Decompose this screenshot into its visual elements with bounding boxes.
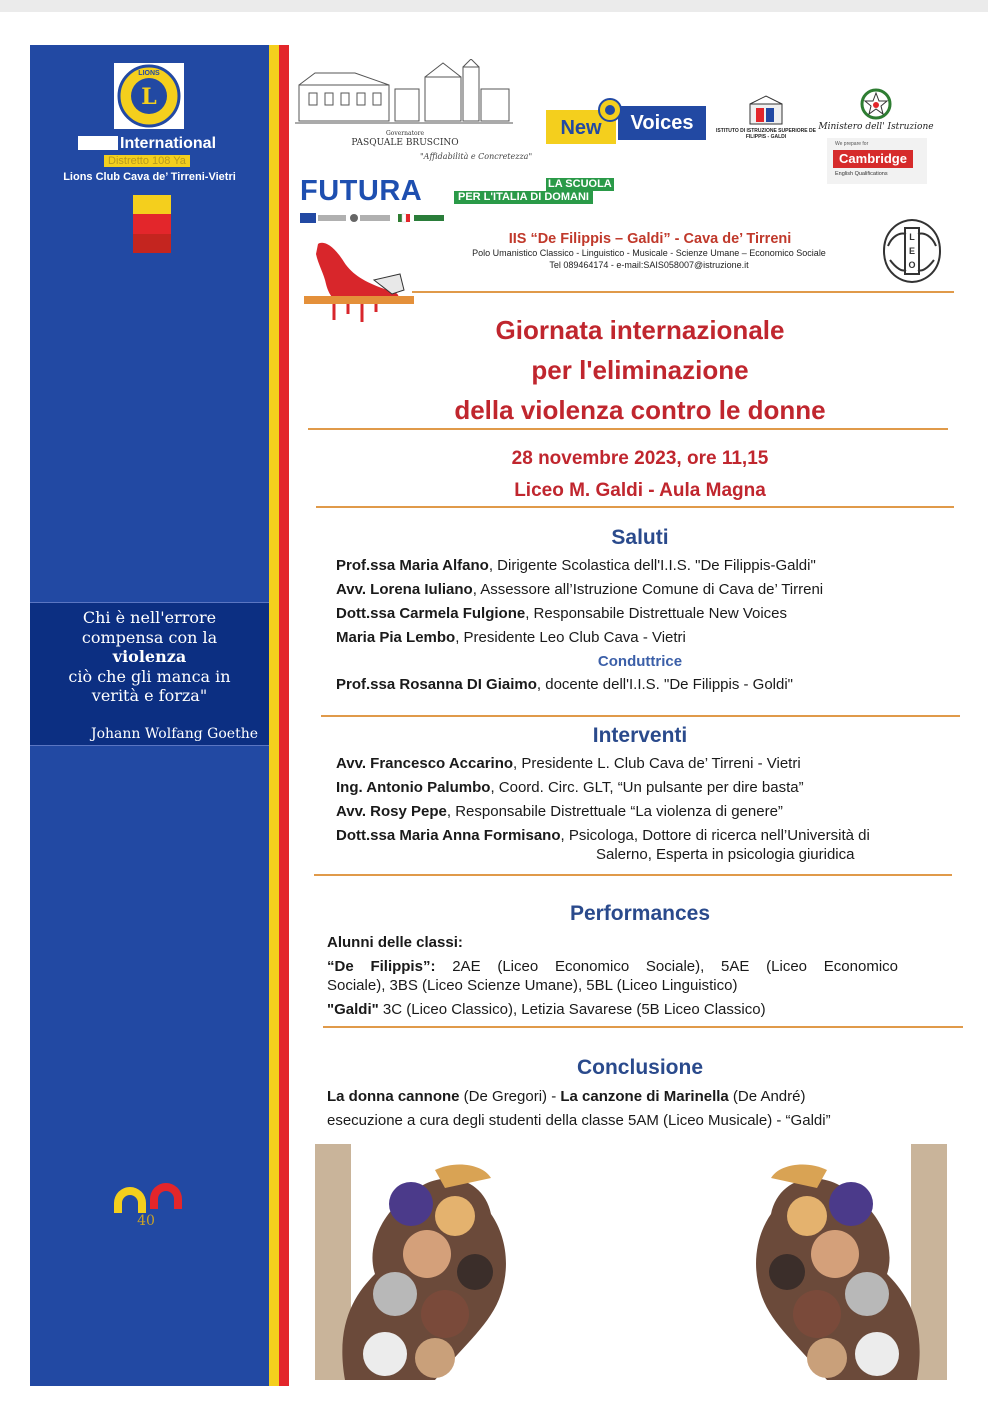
- performances-galdi-line: [327, 1001, 766, 1018]
- conclusione-performers: esecuzione a cura degli studenti della classe 5AM (Liceo Musicale) - “Galdi”: [327, 1112, 831, 1129]
- song-title: La canzone di Marinella: [560, 1088, 729, 1105]
- interventi-item: [336, 779, 804, 796]
- performances-intro: Alunni delle classi:: [327, 934, 463, 951]
- speaker-name: Avv. Rosy Pepe: [336, 803, 447, 820]
- cambridge-name: Cambridge: [833, 150, 913, 168]
- conduttrice-item: [336, 676, 793, 693]
- sidebar: [30, 45, 269, 1386]
- school-crest-text: ISTITUTO DI ISTRUZIONE SUPERIORE DE FILIPPIS - GALDI: [716, 128, 816, 140]
- divider: [308, 428, 948, 430]
- cambridge-sub: English Qualifications: [835, 171, 888, 177]
- eu-funding-logos: [300, 212, 446, 224]
- speaker-name: Maria Pia Lembo: [336, 629, 456, 646]
- event-place: Liceo M. Galdi - Aula Magna: [514, 480, 766, 501]
- svg-text:L: L: [909, 232, 915, 242]
- song-author: (De André): [728, 1088, 806, 1105]
- speaker-name: Prof.ssa Maria Alfano: [336, 557, 489, 574]
- interventi-item: [336, 755, 801, 772]
- speaker-name: Dott.ssa Carmela Fulgione: [336, 605, 526, 622]
- lions-international-logo: [114, 63, 184, 129]
- saluti-item: [336, 557, 816, 574]
- ministero-logo: [818, 88, 934, 136]
- svg-text:L: L: [141, 84, 157, 110]
- quote-line: verità e forza": [91, 686, 208, 705]
- speaker-role: , docente dell'I.I.S. "De Filippis - Goldi": [536, 676, 794, 693]
- saluti-item: [336, 581, 823, 598]
- iis-subtitle: Polo Umanistico Classico - Linguistico - Musicale - Scienze Umane – Economico Sociale: [472, 248, 826, 258]
- international-label: [78, 135, 278, 153]
- international-text: International: [120, 135, 217, 152]
- goethe-quote: [30, 602, 269, 746]
- speaker-name: Prof.ssa Rosanna DI Giaimo: [336, 676, 537, 693]
- yellow-stripe: [269, 45, 279, 1386]
- town-sketch-illustration: [295, 59, 513, 129]
- speaker-role: , Responsabile Distrettuale “La violenza di genere”: [446, 803, 783, 820]
- classes-text: 3C (Liceo Classico), Letizia Savarese (5B Liceo Classico): [382, 1001, 766, 1018]
- speaker-role: , Coord. Circ. GLT, “Un pulsante per dire basta”: [490, 779, 804, 796]
- governatore-motto: "Affidabilità e Concretezza": [420, 152, 533, 161]
- quote-line: compensa con la: [81, 627, 218, 647]
- speaker-role: , Presidente Leo Club Cava - Vietri: [455, 629, 686, 646]
- iis-contacts: Tel 089464174 - e-mail:SAIS058007@istruzione.it: [549, 260, 749, 270]
- new-voices-logo: [546, 98, 706, 150]
- anniversary-40-logo: [108, 1169, 192, 1229]
- new-voices-new: New: [546, 110, 616, 144]
- red-stripe: [279, 45, 289, 1386]
- redaction-block: [78, 136, 118, 150]
- anniversary-number: 40: [137, 1213, 155, 1229]
- event-title: [330, 310, 950, 430]
- conduttrice-heading: Conduttrice: [597, 653, 683, 670]
- school-label: “De Filippis”:: [327, 958, 436, 975]
- italian-emblem-icon: [860, 88, 892, 120]
- governatore-name: PASQUALE BRUSCINO: [351, 138, 459, 148]
- song-title: La donna cannone: [327, 1088, 460, 1105]
- svg-text:LIONS: LIONS: [138, 70, 160, 77]
- saluti-item: [336, 605, 787, 622]
- song-author: (De Gregori) -: [459, 1088, 561, 1105]
- interventi-item: [336, 827, 870, 844]
- speaker-role: , Responsabile Distrettuale New Voices: [525, 605, 788, 622]
- distretto-label: Distretto 108 Ya: [104, 155, 190, 167]
- speaker-name: Dott.ssa Maria Anna Formisano: [336, 827, 561, 844]
- event-title-line: per l'eliminazione: [531, 355, 749, 385]
- futura-logo: FUTURA: [300, 175, 423, 207]
- conclusione-heading: Conclusione: [576, 1056, 703, 1079]
- ministero-text: Ministero dell' Istruzione: [818, 122, 934, 132]
- svg-text:E: E: [908, 246, 916, 256]
- scuola-italia-logo: [454, 178, 626, 204]
- event-title-line: della violenza contro le donne: [454, 395, 826, 425]
- scuola-line1: LA SCUOLA: [548, 178, 612, 190]
- event-title-line: Giornata internazionale: [495, 315, 785, 345]
- club-flag-badge: [133, 195, 171, 253]
- saluti-item: [336, 629, 686, 646]
- leo-club-logo: [874, 216, 950, 286]
- speaker-role: , Presidente L. Club Cava de’ Tirreni - Vietri: [513, 755, 801, 772]
- quote-line-emphasis: violenza: [112, 647, 187, 666]
- divider: [321, 715, 960, 717]
- speaker-name: Avv. Francesco Accarino: [336, 755, 514, 772]
- divider: [314, 874, 952, 876]
- performances-heading: Performances: [569, 902, 711, 925]
- quote-line: ciò che gli manca in: [68, 666, 231, 686]
- interventi-heading: Interventi: [592, 724, 688, 747]
- cambridge-prep: We prepare for: [835, 141, 869, 147]
- school-label: "Galdi": [327, 1001, 379, 1018]
- classes-text: 2AE (Liceo Economico Sociale), 5AE (Liceo Economico: [452, 958, 898, 975]
- school-crest: [716, 94, 816, 142]
- club-name: Lions Club Cava de’ Tirreni-Vietri: [63, 171, 236, 183]
- quote-line: Chi è nell'errore: [82, 608, 217, 627]
- speaker-role: , Dirigente Scolastica dell'I.I.S. "De Filippis-Galdi": [488, 557, 816, 574]
- performances-defilippis-line: [327, 958, 898, 975]
- interventi-item: [336, 803, 783, 820]
- event-date: 28 novembre 2023, ore 11,15: [511, 448, 769, 469]
- divider: [316, 506, 954, 508]
- saluti-heading: Saluti: [611, 526, 669, 549]
- speaker-role: , Assessore all’Istruzione Comune di Cava de’ Tirreni: [472, 581, 824, 598]
- divider: [412, 291, 954, 293]
- iis-title: IIS “De Filippis – Galdi” - Cava de’ Tirreni: [508, 231, 792, 247]
- speaker-role: , Psicologa, Dottore di ricerca nell’Università di: [560, 827, 870, 844]
- performances-defilippis-cont: Sociale), 3BS (Liceo Scienze Umane), 5BL (Liceo Linguistico): [327, 977, 738, 994]
- speaker-role-continuation: Salerno, Esperta in psicologia giuridica: [596, 846, 855, 863]
- quote-author: Johann Wolfang Goethe: [90, 725, 258, 742]
- women-profiles-illustration-right: [738, 1144, 947, 1380]
- governatore-label: Governatore: [385, 130, 425, 137]
- divider: [323, 1026, 963, 1028]
- scuola-line2: PER L'ITALIA DI DOMANI: [454, 191, 593, 204]
- lions-coin-icon: [598, 98, 622, 122]
- cambridge-logo: [827, 138, 927, 184]
- new-voices-voices: Voices: [618, 106, 706, 140]
- speaker-name: Ing. Antonio Palumbo: [336, 779, 491, 796]
- poster-page: [0, 12, 988, 1405]
- svg-text:O: O: [908, 260, 916, 270]
- speaker-name: Avv. Lorena Iuliano: [336, 581, 473, 598]
- women-profiles-illustration-left: [315, 1144, 521, 1380]
- conclusione-songs: [327, 1088, 805, 1105]
- school-crest-icon: [748, 94, 784, 126]
